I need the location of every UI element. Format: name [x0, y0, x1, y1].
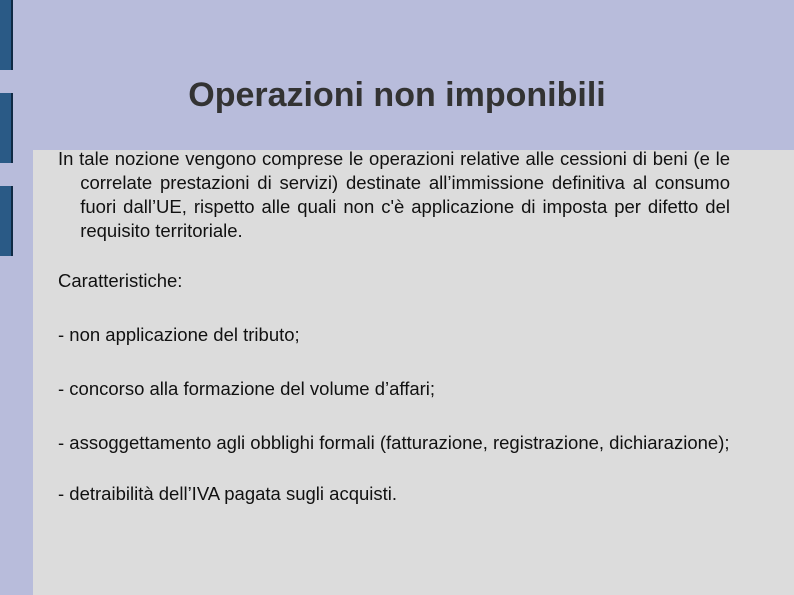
slide-body [58, 147, 730, 533]
left-accent-bar [0, 186, 13, 256]
slide-title: Operazioni non imponibili [188, 76, 606, 114]
characteristics-heading: Caratteristiche: [58, 270, 183, 291]
list-item: - concorso alla formazione del volume d’affari; [58, 378, 436, 399]
left-accent-bar [0, 0, 13, 70]
list-item: - assoggettamento agli obblighi formali (fatturazione, registrazione, dichiarazione); [58, 432, 730, 453]
list-item: - detraibilità dell’IVA pagata sugli acquisti. [58, 483, 398, 504]
intro-paragraph: In tale nozione vengono comprese le operazioni relative alle cessioni di beni (e le correlate prestazioni di servizi) destinate all’immissione definitiva al consumo fuori dall’UE, rispetto alle quali non c'è applicazione di imposta per difetto del requisito territoriale. [58, 148, 730, 241]
list-item: - non applicazione del tributo; [58, 324, 300, 345]
